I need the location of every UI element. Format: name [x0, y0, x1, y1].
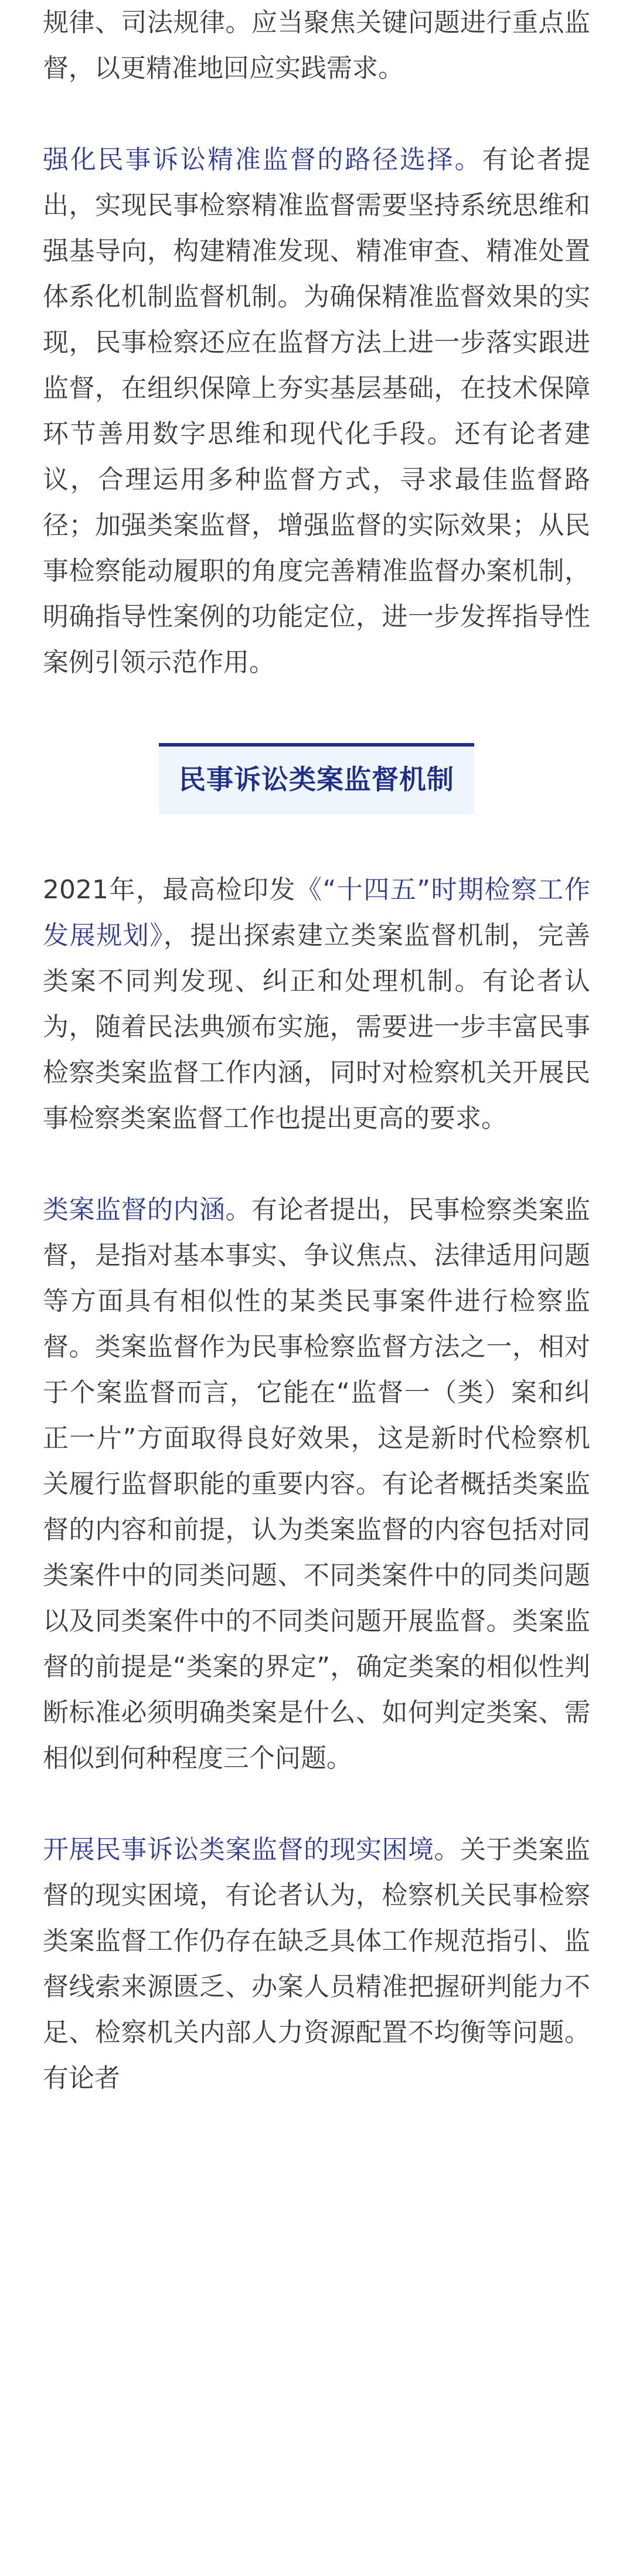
- intro-text: 规律、司法规律。应当聚焦关键问题进行重点监督，以更精准地回应实践需求。: [43, 8, 590, 83]
- difficulty-body: 关于类案监督的现实困境，有论者认为，检察机关民事检察类案监督工作仍存在缺乏具体工作规范指引、监督线索来源匮乏、办案人员精准把握研判能力不足、检察机关内部人力资源配置不均衡等问题。有论者: [43, 1835, 590, 2093]
- paragraph-gap: [43, 1142, 590, 1187]
- paragraph-gap: [43, 686, 590, 743]
- meaning-body: 有论者提出，民事检察类案监督，是指对基本事实、争议焦点、法律适用问题等方面具有相似性的某类民事案件进行检察监督。类案监督作为民事检察监督方法之一，相对于个案监督而言，它能在“监督一（类）案和纠正一片”方面取得良好效果，这是新时代检察机关履行监督职能的重要内容。有论者概括类案监督的内容和前提，认为类案监督的内容包括对同类案件中的同类问题、不同类案件中的同类问题以及同类案件中的不同类问题开展监督。类案监督的前提是“类案的界定”，确定类案的相似性判断标准必须明确类案是什么、如何判定类案、需相似到何种程度三个问题。: [43, 1195, 590, 1773]
- section-heading-wrapper: [43, 743, 590, 815]
- difficulty-paragraph: [43, 1827, 590, 2101]
- path-body: 有论者提出，实现民事检察精准监督需要坚持系统思维和强基导向，构建精准发现、精准审查、精准处置体系化机制监督机制。为确保精准监督效果的实现，民事检察还应在监督方法上进一步落实跟进监督，在组织保障上夯实基层基础，在技术保障环节善用数字思维和现代化手段。还有论者建议，合理运用多种监督方式，寻求最佳监督路径；加强类案监督，增强监督的实际效果；从民事检察能动履职的角度完善精准监督办案机制，明确指导性案例的功能定位，进一步发挥指导性案例引领示范作用。: [43, 145, 591, 677]
- plan-prefix: 2021年，最高检印发: [43, 875, 296, 905]
- difficulty-lead: 开展民事诉讼类案监督的现实困境。: [43, 1835, 460, 1865]
- plan-suffix: ，提出探索建立类案监督机制，完善类案不同判发现、纠正和处理机制。有论者认为，随着民法典颁布实施，需要进一步丰富民事检察类案监督工作内涵，同时对检察机关开展民事检察类案监督工作也提出更高的要求。: [43, 921, 590, 1133]
- plan-link[interactable]: 《“十四五”时期检察工作发展规划》: [43, 875, 590, 950]
- paragraph-gap: [43, 815, 590, 867]
- path-paragraph: [43, 137, 590, 686]
- section-heading: 民事诉讼类案监督机制: [159, 743, 474, 815]
- meaning-paragraph: [43, 1187, 590, 1781]
- paragraph-gap: [43, 91, 590, 137]
- plan-paragraph: [43, 867, 590, 1142]
- paragraph-gap: [43, 1781, 590, 1827]
- path-lead: 强化民事诉讼精准监督的路径选择。: [43, 145, 482, 175]
- intro-paragraph: [43, 0, 590, 91]
- meaning-lead: 类案监督的内涵。: [43, 1195, 251, 1225]
